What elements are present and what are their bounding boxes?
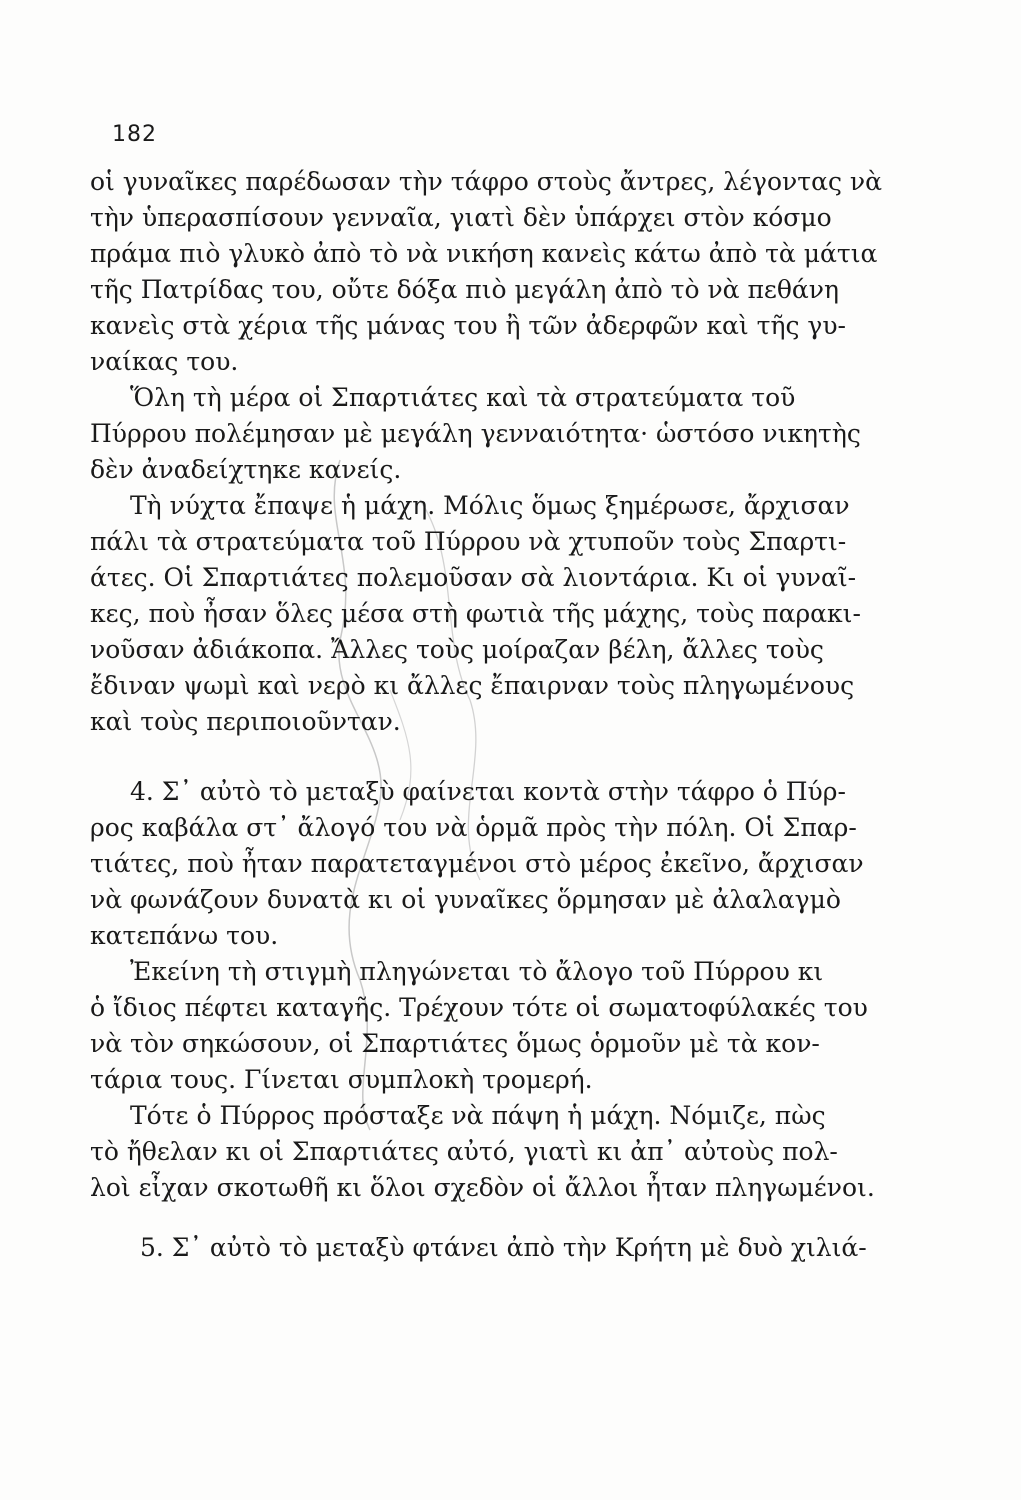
text-line: τιάτες, ποὺ ἦταν παρατεταγμένοι στὸ μέρος ἐκεῖνο, ἄρχισαν xyxy=(90,849,864,878)
text-line: ὁ ἴδιος πέφτει καταγῆς. Τρέχουν τότε οἱ σωματοφύλακές του xyxy=(90,993,868,1022)
text-line: λοὶ εἶχαν σκοτωθῆ κι ὅλοι σχεδὸν οἱ ἄλλοι ἦταν πληγωμένοι. xyxy=(90,1173,875,1202)
text-line: Τὴ νύχτα ἔπαψε ἡ μάχη. Μόλις ὅμως ξημέρωσε, ἄρχισαν xyxy=(130,491,850,520)
text-line: ἔδιναν ψωμὶ καὶ νερὸ κι ἄλλες ἔπαιρναν τοὺς πληγωμένους xyxy=(90,671,855,700)
text-line: νὰ τὸν σηκώσουν, οἱ Σπαρτιάτες ὅμως ὁρμοῦν μὲ τὰ κον- xyxy=(90,1029,820,1058)
section-4-start: 4. Σ᾽ αὐτὸ τὸ μεταξὺ φαίνεται κοντὰ στὴν τάφρο ὁ Πύρ- xyxy=(130,777,846,806)
text-line: πράμα πιὸ γλυκὸ ἀπὸ τὸ νὰ νικήση κανεὶς κάτω ἀπὸ τὰ μάτια xyxy=(90,239,878,268)
text-line: Πύρρου πολέμησαν μὲ μεγάλη γενναιότητα· ὡστόσο νικητὴς xyxy=(90,419,861,448)
text-line: τὸ ἤθελαν κι οἱ Σπαρτιάτες αὐτό, γιατὶ κι ἀπ᾽ αὐτοὺς πολ- xyxy=(90,1137,838,1166)
text-line: ρος καβάλα στ᾽ ἄλογό του νὰ ὁρμᾶ πρὸς τὴν πόλη. Οἱ Σπαρ- xyxy=(90,813,857,842)
text-line: νὰ φωνάζουν δυνατὰ κι οἱ γυναῖκες ὅρμησαν μὲ ἀλαλαγμὸ xyxy=(90,885,841,914)
text-line: νοῦσαν ἀδιάκοπα. Ἄλλες τοὺς μοίραζαν βέλη, ἄλλες τοὺς xyxy=(90,635,824,664)
text-line: πάλι τὰ στρατεύματα τοῦ Πύρρου νὰ χτυποῦν τοὺς Σπαρτι- xyxy=(90,527,847,556)
section-5-start: 5. Σ᾽ αὐτὸ τὸ μεταξὺ φτάνει ἀπὸ τὴν Κρήτη μὲ δυὸ χιλιά- xyxy=(140,1233,867,1262)
text-line: κες, ποὺ ἦσαν ὅλες μέσα στὴ φωτιὰ τῆς μάχης, τοὺς παρακι- xyxy=(90,599,861,628)
text-line: κατεπάνω του. xyxy=(90,921,279,950)
text-line: οἱ γυναῖκες παρέδωσαν τὴν τάφρο στοὺς ἄντρες, λέγοντας νὰ xyxy=(90,167,882,196)
text-line: δὲν ἀναδείχτηκε κανείς. xyxy=(90,455,402,484)
text-line: άτες. Οἱ Σπαρτιάτες πολεμοῦσαν σὰ λιοντάρια. Κι οἱ γυναῖ- xyxy=(90,563,857,592)
text-line: καὶ τοὺς περιποιοῦνταν. xyxy=(90,707,401,736)
page-number: 182 xyxy=(112,122,157,147)
text-line: Ἐκείνη τὴ στιγμὴ πληγώνεται τὸ ἄλογο τοῦ Πύρρου κι xyxy=(130,957,824,986)
text-line: Ὅλη τὴ μέρα οἱ Σπαρτιάτες καὶ τὰ στρατεύματα τοῦ xyxy=(130,383,796,412)
text-line: τῆς Πατρίδας του, οὔτε δόξα πιὸ μεγάλη ἀπὸ τὸ νὰ πεθάνη xyxy=(90,275,839,304)
text-line: ναίκας του. xyxy=(90,347,239,376)
text-line: Τότε ὁ Πύρρος πρόσταξε νὰ πάψη ἡ μάχη. Νόμιζε, πὼς xyxy=(130,1101,826,1130)
text-line: κανεὶς στὰ χέρια τῆς μάνας του ἢ τῶν ἀδερφῶν καὶ τῆς γυ- xyxy=(90,311,847,340)
text-line: τάρια τους. Γίνεται συμπλοκὴ τρομερή. xyxy=(90,1065,593,1094)
text-line: τὴν ὑπερασπίσουν γενναῖα, γιατὶ δὲν ὑπάρχει στὸν κόσμο xyxy=(90,203,832,232)
